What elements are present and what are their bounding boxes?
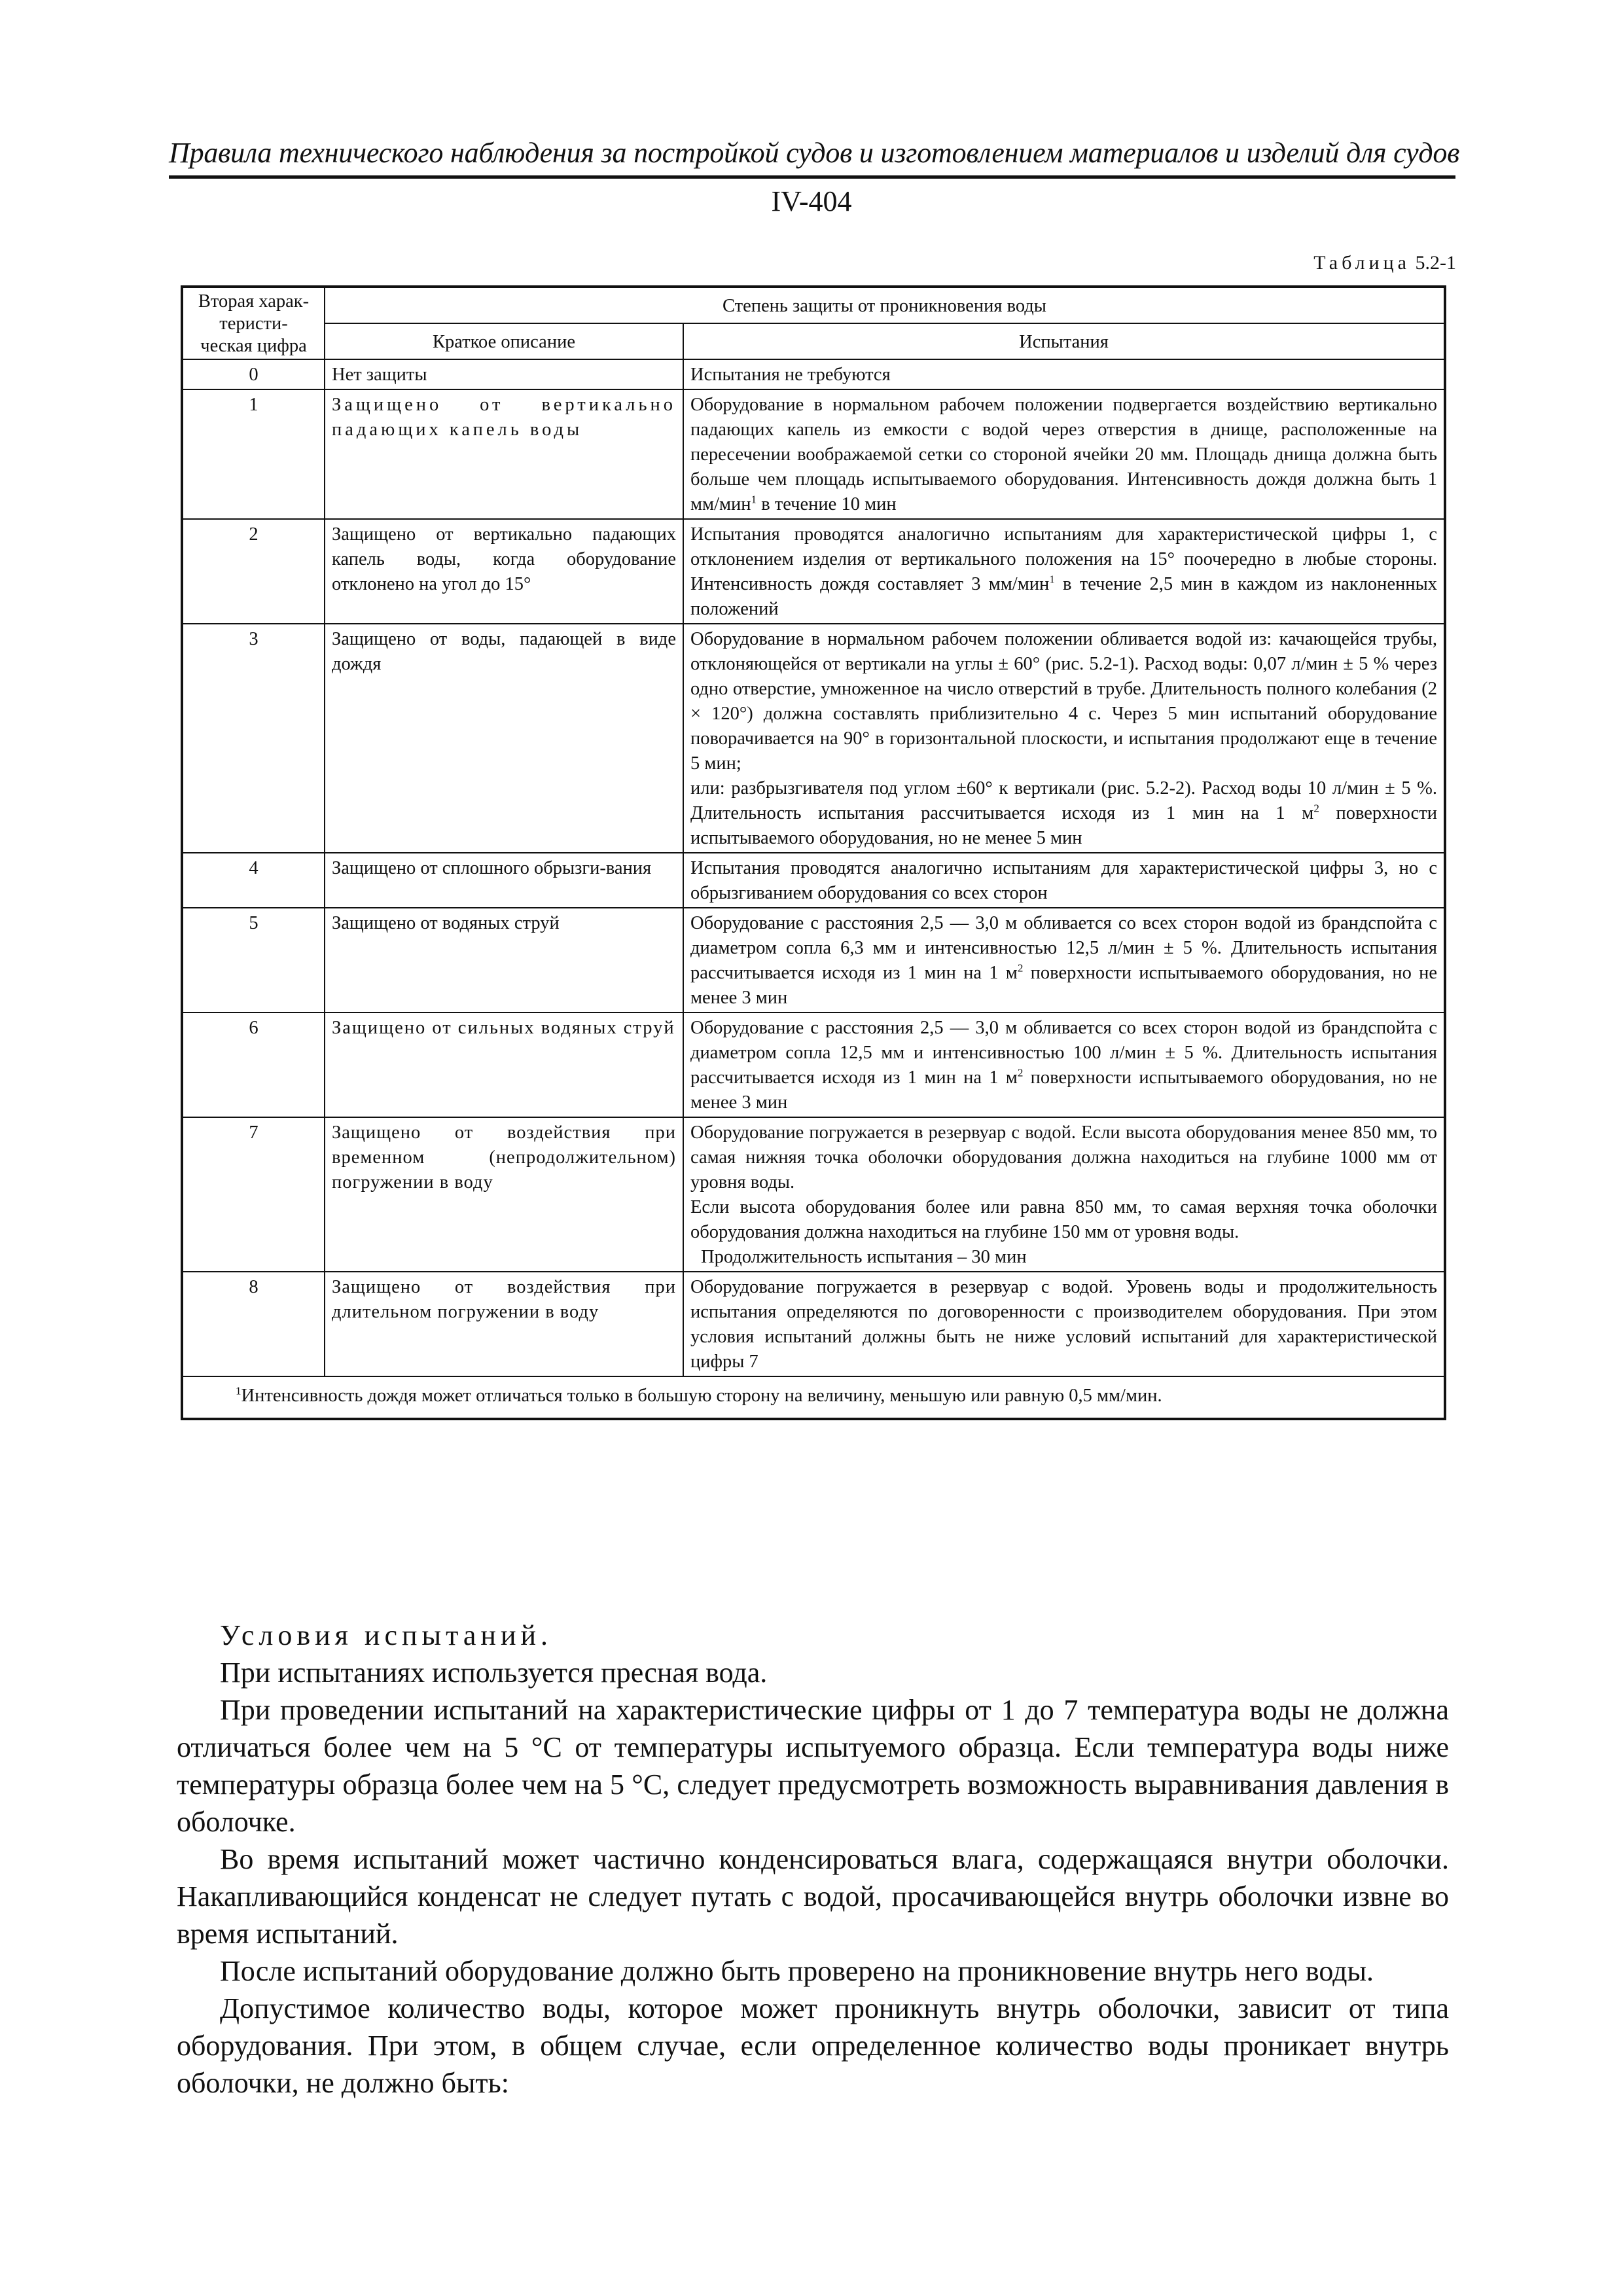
running-header-title: Правила технического наблюдения за постройкой судов и изготовлением материалов и изделий для судов xyxy=(169,137,1460,169)
header-test-column: Испытания xyxy=(683,323,1445,359)
row-test-text: Оборудование с расстояния 2,5 — 3,0 м обливается со всех сторон водой из брандспойта с диаметром сопла 6,3 мм и интенсивностью 12,5 л/мин ± 5 %. Длительность испытания рассчитывается исходя из 1 мин на 1 м xyxy=(690,913,1437,983)
page-number: IV-404 xyxy=(771,185,852,217)
footnote-mark: 1 xyxy=(236,1384,241,1397)
row-description: Защищено от воздействия при длительном погружении в воду xyxy=(325,1272,683,1376)
section-title: Условия испытаний. xyxy=(220,1619,553,1651)
row-test-tail: поверхности испытываемого оборудования, но не менее 3 мин xyxy=(690,963,1437,1008)
row-test: Испытания проводятся аналогично испытаниям для характеристической цифры 3, но с обрызгиванием оборудования со всех сторон xyxy=(683,853,1445,908)
row-code: 4 xyxy=(182,853,325,908)
row-test-text: Оборудование в нормальном рабочем положении подвергается воздействию вертикально падающих капель из емкости с водой через отверстия в днище, расположенные на пересечении воображаемой сетки со стороной ячейки 20 мм. Площадь днища должна быть больше чем площадь испытываемого оборудования. Интенсивность дождя должна быть 1 мм/мин xyxy=(690,395,1437,514)
paragraph: Допустимое количество воды, которое может проникнуть внутрь оболочки, зависит от типа оборудования. При этом, в общем случае, если определенное количество воды проникает внутрь оболочки, не должно быть: xyxy=(177,1992,1449,2099)
footnote-ref: 1 xyxy=(751,493,757,506)
row-code: 3 xyxy=(182,624,325,853)
row-test xyxy=(683,519,1445,624)
header-rule xyxy=(169,175,1455,179)
row-test-text: Оборудование в нормальном рабочем положении обливается водой из: качающейся трубы, отклоняющейся от вертикали на углы ± 60° (рис. 5.2-1). Расход воды: 0,07 л/мин ± 5 % через одно отверстие, умноженное на число отверстий в трубе. Длительность полного колебания (2 × 120°) должна составлять приблизительно 4 с. Через 5 мин испытаний оборудование поворачивается на 90° в горизонтальной плоскости, и испытания продолжают еще в течение 5 мин; xyxy=(690,629,1437,774)
row-code: 1 xyxy=(182,389,325,519)
table-header-row xyxy=(182,287,1445,323)
row-test-text: Если высота оборудования более или равна 850 мм, то самая верхняя точка оболочки оборудования должна находиться на глубине 150 мм от уровня воды. xyxy=(690,1197,1437,1242)
table-row xyxy=(182,624,1445,853)
row-description: Защищено от вертикально падающих капель воды xyxy=(325,389,683,519)
row-description: Защищено от воздействия при временном (непродолжительном) погружении в воду xyxy=(325,1117,683,1272)
table-row xyxy=(182,359,1445,389)
table-caption-word: Таблица xyxy=(1313,252,1410,274)
superscript-2: 2 xyxy=(1017,1066,1024,1079)
row-test-tail: поверхности испытываемого оборудования, но не менее 3 мин xyxy=(690,1067,1437,1113)
row-description: Защищено от водяных струй xyxy=(325,908,683,1013)
superscript-2: 2 xyxy=(1313,802,1319,815)
row-test-tail: в течение 2,5 мин в каждом из наклоненных положений xyxy=(690,574,1437,619)
table-row xyxy=(182,908,1445,1013)
row-code: 8 xyxy=(182,1272,325,1376)
row-test-tail: в течение 10 мин xyxy=(757,494,897,514)
header-group: Степень защиты от проникновения воды xyxy=(325,287,1445,323)
paragraph: При проведении испытаний на характеристические цифры от 1 до 7 температура воды не должна отличаться более чем на 5 °C от температуры испытуемого образца. Если температура воды ниже температуры образца более чем на 5 °C, следует предусмотреть возможность выравнивания давления в оболочке. xyxy=(177,1694,1449,1838)
table-caption xyxy=(1313,250,1456,276)
row-code: 6 xyxy=(182,1013,325,1117)
table-caption-number: 5.2-1 xyxy=(1415,252,1456,274)
row-code: 5 xyxy=(182,908,325,1013)
row-test xyxy=(683,389,1445,519)
row-test: Испытания не требуются xyxy=(683,359,1445,389)
header-code-column: Вторая харак- теристи- ческая цифра xyxy=(182,287,325,359)
row-test xyxy=(683,908,1445,1013)
table-row xyxy=(182,519,1445,624)
row-test-text: Продолжительность испытания – 30 мин xyxy=(701,1247,1027,1267)
row-test: Оборудование погружается в резервуар с водой. Уровень воды и продолжительность испытания определяются по договоренности с производителем оборудования. При этом условия испытаний должны быть не ниже условий испытаний для характеристической цифры 7 xyxy=(683,1272,1445,1376)
superscript-2: 2 xyxy=(1017,961,1024,975)
body-text xyxy=(177,1617,1449,2102)
table-subheader-row xyxy=(182,323,1445,359)
row-description: Защищено от вертикально падающих капель воды, когда оборудование отклонено на угол до 15° xyxy=(325,519,683,624)
row-test-text: Испытания проводятся аналогично испытаниям для характеристической цифры 1, с отклонением изделия от вертикального положения на 15° поочередно в любые стороны. Интенсивность дождя составляет 3 мм/мин xyxy=(690,524,1437,594)
row-test-text: Оборудование погружается в резервуар с водой. Если высота оборудования менее 850 мм, то самая нижняя точка оболочки оборудования должна находиться на глубине 1000 мм от уровня воды. xyxy=(690,1122,1437,1193)
table-row xyxy=(182,1117,1445,1272)
row-description: Защищено от воды, падающей в виде дождя xyxy=(325,624,683,853)
row-code: 7 xyxy=(182,1117,325,1272)
row-description: Защищено от сплошного обрызги-вания xyxy=(325,853,683,908)
table-row xyxy=(182,1013,1445,1117)
row-code: 0 xyxy=(182,359,325,389)
table-row xyxy=(182,853,1445,908)
table-row xyxy=(182,1272,1445,1376)
row-test-text: Оборудование с расстояния 2,5 — 3,0 м обливается со всех сторон водой из брандспойта с диаметром сопла 12,5 мм и интенсивностью 100 л/мин ± 5 %. Длительность испытания рассчитывается исходя из 1 мин на 1 м xyxy=(690,1018,1437,1088)
table-row xyxy=(182,389,1445,519)
row-test xyxy=(683,624,1445,853)
table-footnote-row xyxy=(182,1376,1445,1419)
row-test xyxy=(683,1117,1445,1272)
header-description-column: Краткое описание xyxy=(325,323,683,359)
footnote-ref: 1 xyxy=(1049,573,1055,586)
paragraph: После испытаний оборудование должно быть проверено на проникновение внутрь него воды. xyxy=(220,1955,1374,1987)
paragraph: Во время испытаний может частично конденсироваться влага, содержащаяся внутри оболочки. Накапливающийся конденсат не следует путать с водой, просачивающейся внутрь оболочки извне во время испытаний. xyxy=(177,1843,1449,1950)
row-code: 2 xyxy=(182,519,325,624)
table-footnote xyxy=(182,1376,1445,1419)
protection-table xyxy=(181,285,1446,1420)
row-description: Защищено от сильных водяных струй xyxy=(325,1013,683,1117)
row-test xyxy=(683,1013,1445,1117)
paragraph: При испытаниях используется пресная вода. xyxy=(220,1657,768,1689)
row-description: Нет защиты xyxy=(325,359,683,389)
row-test-text: или: разбрызгивателя под углом ±60° к вертикали (рис. 5.2-2). Расход воды 10 л/мин ± 5 %. Длительность испытания рассчитывается исходя из 1 мин на 1 $м^2$ поверхности испытываемого оборудования, но не менее 5 мин xyxy=(690,778,1437,848)
footnote-text: Интенсивность дождя может отличаться только в большую сторону на величину, меньшую или равную 0,5 мм/мин. xyxy=(241,1386,1162,1406)
